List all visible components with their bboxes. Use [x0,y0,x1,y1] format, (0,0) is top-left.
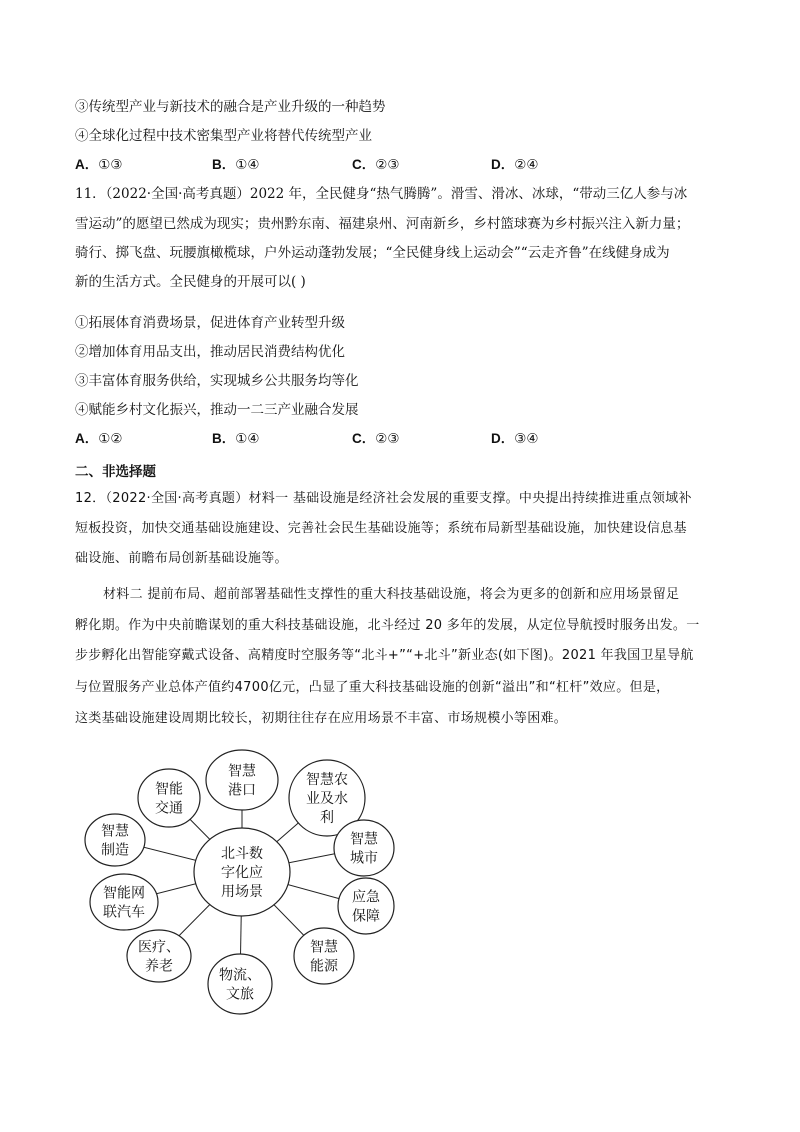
svg-text:保障: 保障 [352,908,380,925]
q11-option-d: D．③④ [491,431,539,447]
q12-para2-line-4: 与位置服务产业总体产值约4700亿元，凸显了重大科技基础设施的创新“溢出”和“杠杆”效应。但是， [75,680,670,695]
q11-option-a: A．①② [75,431,123,447]
node-circle [138,769,200,827]
q11-stem-line-4: 新的生活方式。全民健身的开展可以( ) [75,274,306,290]
beidou-application-diagram [60,740,480,1030]
q12-para1-line-1: 12．（2022·全国·高考真题）材料一 基础设施是经济社会发展的重要支撑。中央提出持续推进重点领域补 [75,491,692,506]
node-circle [208,954,272,1014]
q12-para2-line-5: 这类基础设施建设周期比较长，初期往往存在应用场景不丰富、市场规模小等困难。 [75,711,568,726]
q10-option-a: A．①③ [75,157,123,173]
q11-item-1: ①拓展体育消费场景，促进体育产业转型升级 [75,315,345,331]
svg-text:城市: 城市 [350,850,378,867]
q10-option-c: C．②③ [352,157,400,173]
svg-text:制造: 制造 [101,842,129,859]
q11-item-4: ④赋能乡村文化振兴，推动一二三产业融合发展 [75,402,359,418]
q12-para2-line-2: 孵化期。作为中央前瞻谋划的重大科技基础设施，北斗经过 20 多年的发展，从定位导航授时服务出发。一 [75,618,700,633]
svg-text:智慧: 智慧 [101,823,129,840]
svg-text:智能网: 智能网 [103,885,145,902]
q12-para1-line-2: 短板投资，加快交通基础设施建设、完善社会民生基础设施等；系统布局新型基础设施，加快建设信息基 [75,521,687,536]
q11-stem-line-1: 11．（2022·全国·高考真题）2022 年，全民健身“热气腾腾”。滑雪、滑冰、冰球，“带动三亿人参与冰 [75,186,688,202]
svg-text:字化应: 字化应 [221,865,263,881]
q11-stem-line-2: 雪运动”的愿望已然成为现实；贵州黔东南、福建泉州、河南新乡，乡村篮球赛为乡村振兴注入新力量； [75,216,690,232]
svg-text:交通: 交通 [155,800,183,817]
section-title: 二、非选择题 [75,464,156,480]
q12-para2-line-1: 材料二 提前布局、超前部署基础性支撑性的重大科技基础设施，将会为更多的创新和应用场景留足 [103,587,680,602]
q11-option-b: B．①④ [212,431,260,447]
q11-item-3: ③丰富体育服务供给，实现城乡公共服务均等化 [75,373,359,389]
svg-text:利: 利 [320,810,334,826]
q10-option-b: B．①④ [212,157,260,173]
svg-text:智能: 智能 [155,781,183,798]
svg-text:养老: 养老 [145,958,173,975]
svg-text:联汽车: 联汽车 [103,904,145,921]
q10-item-3: ③传统型产业与新技术的融合是产业升级的一种趋势 [75,99,386,115]
q12-para1-line-3: 础设施、前瞻布局创新基础设施等。 [75,551,288,566]
svg-text:智慧: 智慧 [350,831,378,848]
node-circle [338,878,394,934]
svg-text:北斗数: 北斗数 [221,846,263,862]
q11-option-c: C．②③ [352,431,400,447]
svg-text:智慧农: 智慧农 [306,772,348,788]
node-circle [90,874,158,930]
svg-text:文旅: 文旅 [226,986,254,1003]
svg-text:物流、: 物流、 [219,967,261,984]
svg-text:港口: 港口 [228,782,256,799]
svg-text:能源: 能源 [310,958,338,975]
svg-text:用场景: 用场景 [221,884,263,900]
q10-item-4: ④全球化过程中技术密集型产业将替代传统型产业 [75,128,372,144]
node-circle [206,750,278,810]
svg-text:智慧: 智慧 [310,939,338,956]
q10-option-d: D．②④ [491,157,539,173]
q12-para2-line-3: 步步孵化出智能穿戴式设备、高精度时空服务等“北斗+”“+北斗”新业态(如下图)。2021 年我国卫星导航 [75,648,694,663]
q11-item-2: ②增加体育用品支出，推动居民消费结构优化 [75,344,345,360]
svg-text:业及水: 业及水 [306,791,348,807]
node-circle [334,820,394,876]
svg-text:智慧: 智慧 [228,763,256,780]
svg-text:应急: 应急 [352,889,380,906]
node-circle [294,928,354,984]
q11-stem-line-3: 骑行、掷飞盘、玩腰旗橄榄球，户外运动蓬勃发展；“全民健身线上运动会”“云走齐鲁”在线健身成为 [75,245,670,261]
center-label [221,845,263,900]
svg-text:医疗、: 医疗、 [138,939,180,956]
